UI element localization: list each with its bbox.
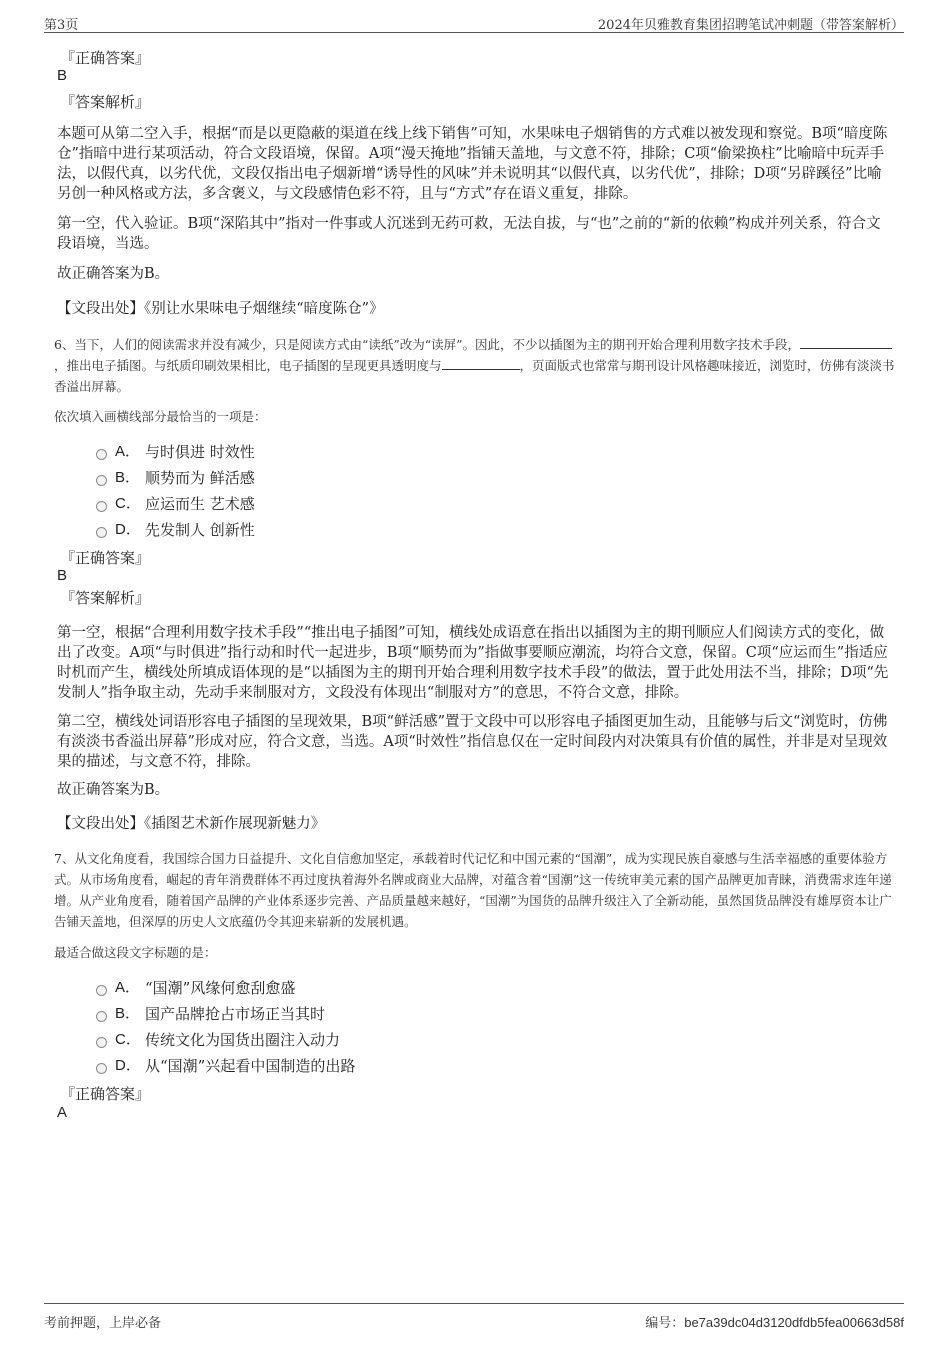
option-b[interactable]	[96, 1002, 325, 1026]
document-code-value: be7a39dc04d3120dfdb5fea00663d58f	[684, 1315, 904, 1330]
analysis-conclusion: 故正确答案为B。	[57, 782, 170, 798]
radio-button[interactable]	[96, 449, 107, 460]
radio-button[interactable]	[96, 527, 107, 538]
option-c[interactable]	[96, 492, 255, 516]
analysis-paragraph: 第二空，横线处词语形容电子插图的呈现效果，B项“鲜活感”置于文段中可以形容电子插图更加生动，且能够与后文“浏览时，仿佛有淡淡书香溢出屏幕”形成对应，符合文意，当选。A项“时效性”指信息仅在一定时间段内对决策具有价值的属性，并非是对呈现效果的描述，与文意不符，排除。	[57, 714, 888, 770]
analysis-paragraph: 本题可从第二空入手，根据“而是以更隐蔽的渠道在线上线下销售”可知，水果味电子烟销售的方式难以被发现和察觉。B项“暗度陈仓”指暗中进行某项活动，符合文段语境，保留。A项“漫天掩地”指铺天盖地，与文意不符，排除；C项“偷梁换柱”比喻暗中玩弄手法，以假代真，以劣代优，文段仅指出电子烟新增“诱导性的风味”并未说明其“以假代真，以劣代优”，排除；D项“另辟蹊径”比喻另创一种风格或方法，多含褒义，与文段感情色彩不符，且与“方式”存在语义重复，排除。	[57, 126, 888, 202]
page-header	[44, 10, 904, 33]
radio-button[interactable]	[96, 1063, 107, 1074]
option-a[interactable]	[96, 976, 295, 1000]
correct-answer-label: 『正确答案』	[60, 1085, 151, 1103]
source-citation: 【文段出处】《别让水果味电子烟继续“暗度陈仓”》	[57, 301, 384, 317]
option-text: “国潮”风缘何愈刮愈盛	[145, 979, 296, 997]
question-6-text-part: ，页面版式也常常与期刊设计风格趣味接近，浏览时，仿佛有淡淡书香溢出屏幕。	[54, 358, 895, 394]
option-letter: C．	[115, 1031, 141, 1048]
document-title: 2024年贝雅教育集团招聘笔试冲刺题（带答案解析）	[597, 18, 904, 33]
radio-button[interactable]	[96, 1037, 107, 1048]
option-text: 与时俱进 时效性	[145, 443, 255, 461]
option-a[interactable]	[96, 440, 255, 464]
radio-button[interactable]	[96, 501, 107, 512]
option-letter: C．	[115, 495, 141, 512]
option-letter: A．	[115, 443, 141, 460]
document-code-label: 编号：	[645, 1316, 685, 1331]
source-citation: 【文段出处】《插图艺术新作展现新魅力》	[57, 816, 326, 832]
page-number: 第3页	[44, 18, 79, 33]
question-6-text-part: 6、当下，人们的阅读需求并没有减少，只是阅读方式由“读纸”改为“读屏”。因此，不少以插图为主的期刊开始合理利用数字技术手段，	[54, 337, 801, 352]
page-footer	[44, 1303, 904, 1330]
option-b[interactable]	[96, 466, 255, 490]
option-text: 传统文化为国货出圈注入动力	[145, 1031, 341, 1049]
radio-button[interactable]	[96, 1011, 107, 1022]
option-letter: D．	[115, 1057, 141, 1074]
correct-answer-value: A	[57, 1104, 68, 1121]
question-6-prompt: 依次填入画横线部分最恰当的一项是：	[54, 409, 267, 424]
option-d[interactable]	[96, 1054, 355, 1078]
analysis-conclusion: 故正确答案为B。	[57, 266, 170, 282]
analysis-paragraph: 第一空，代入验证。B项“深陷其中”指对一件事或人沉迷到无药可救，无法自拔，与“也”之前的“新的依赖”构成并列关系，符合文段语境，当选。	[57, 216, 881, 252]
option-d[interactable]	[96, 518, 255, 542]
option-letter: A．	[115, 979, 141, 996]
footer-slogan: 考前押题，上岸必备	[44, 1316, 162, 1331]
question-7-text: 7、从文化角度看，我国综合国力日益提升、文化自信愈加坚定，承载着时代记忆和中国元素的“国潮”，成为实现民族自豪感与生活幸福感的重要体验方式。从市场角度看，崛起的青年消费群体不再过度执着海外名牌或商业大品牌，对蕴含着“国潮”这一传统审美元素的国产品牌更加青睐，消费需求连年递增。从产业角度看，随着国产品牌的产业体系逐步完善、产品质量越来越好，“国潮”为国货的品牌升级注入了全新动能，虽然国货品牌没有雄厚资本让广告铺天盖地，但深厚的历史人文底蕴仍令其迎来崭新的发展机遇。	[54, 851, 892, 929]
option-letter: B．	[115, 1005, 141, 1022]
option-text: 应运而生 艺术感	[145, 495, 255, 513]
question-6-text	[54, 334, 899, 397]
correct-answer-label: 『正确答案』	[60, 49, 151, 67]
option-text: 从“国潮”兴起看中国制造的出路	[145, 1057, 356, 1075]
fill-blank-1	[800, 335, 892, 349]
correct-answer-label: 『正确答案』	[60, 549, 151, 567]
question-7-prompt: 最适合做这段文字标题的是：	[54, 945, 217, 960]
option-text: 顺势而为 鲜活感	[145, 469, 255, 487]
option-c[interactable]	[96, 1028, 340, 1052]
radio-button[interactable]	[96, 475, 107, 486]
option-letter: B．	[115, 469, 141, 486]
option-text: 先发制人 创新性	[145, 521, 255, 539]
correct-answer-value: B	[57, 67, 68, 84]
analysis-paragraph: 第一空，根据“合理利用数字技术手段”“推出电子插图”可知，横线处成语意在指出以插图为主的期刊顺应人们阅读方式的变化，做出了改变。A项“与时俱进”指行动和时代一起进步，B项“顺势而为”指做事要顺应潮流，均符合文意，保留。C项“应运而生”指适应时机而产生，横线处所填成语体现的是“以插图为主的期刊开始合理利用数字技术手段”的做法，置于此处用法不当，排除；D项“先发制人”指争取主动，先动手来制服对方，文段没有体现出“制服对方”的意思，不符合文意，排除。	[57, 625, 889, 701]
analysis-label: 『答案解析』	[60, 93, 151, 111]
fill-blank-2	[442, 356, 520, 370]
option-letter: D．	[115, 521, 141, 538]
radio-button[interactable]	[96, 985, 107, 996]
correct-answer-value: B	[57, 567, 68, 584]
option-text: 国产品牌抢占市场正当其时	[145, 1005, 326, 1023]
document-code	[645, 1312, 904, 1331]
analysis-label: 『答案解析』	[60, 589, 151, 607]
question-6-text-part: ，推出电子插图。与纸质印刷效果相比，电子插图的呈现更具透明度与	[54, 358, 442, 373]
